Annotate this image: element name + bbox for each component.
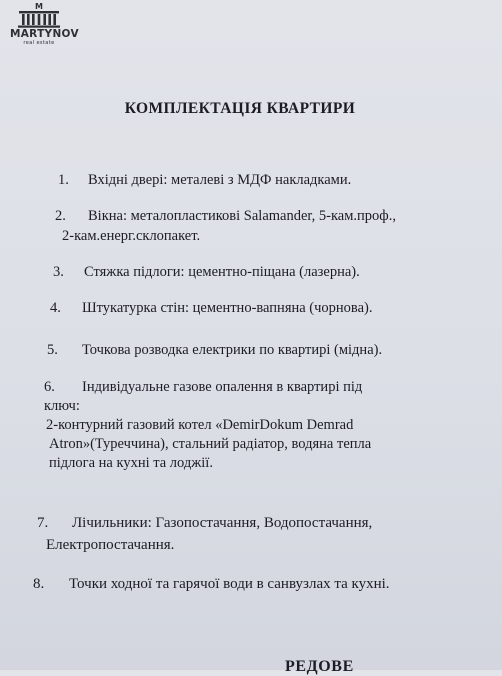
document-title: КОМПЛЕКТАЦІЯ КВАРТИРИ (124, 100, 356, 117)
item-number: 4. (50, 300, 61, 316)
cut-off-heading: РЕДОВЕ (285, 658, 354, 675)
list-item (58, 170, 351, 190)
list-item (55, 206, 396, 246)
item-number: 7. (37, 515, 49, 531)
building-logo-icon (16, 2, 62, 28)
list-item (33, 574, 390, 594)
item-text-continued: 2-кам.енерг.склопакет. (62, 228, 201, 244)
item-text: Штукатурка стін: цементно-вапняна (чорнова). (82, 300, 373, 316)
item-number: 3. (53, 264, 64, 280)
item-text-continued: підлога на кухні та лоджії. (49, 455, 213, 471)
list-item (53, 262, 360, 282)
logo-name: MARTYNOV (10, 28, 79, 40)
item-text-continued: Atron»(Туреччина), стальний радіатор, водяна тепла (49, 436, 372, 452)
list-item (50, 298, 372, 318)
list-item (47, 340, 382, 360)
item-number: 6. (44, 379, 55, 395)
item-number: 5. (47, 342, 58, 358)
logo-letter: M (35, 2, 43, 11)
item-text: Лічильники: Газопостачання, Водопостачання, (72, 515, 373, 531)
item-text-continued: 2-контурний газовий котел «DemirDokum Demrad (46, 417, 354, 433)
item-number: 8. (33, 576, 45, 592)
item-number: 2. (55, 208, 66, 224)
item-text: Вхідні двері: металеві з МДФ накладками. (88, 172, 352, 188)
item-text: Точкова розводка електрики по квартирі (мідна). (82, 342, 383, 358)
item-text: Точки ходної та гарячої води в санвузлах та кухні. (69, 576, 390, 592)
list-item (37, 512, 372, 556)
item-text: Стяжка підлоги: цементно-піщана (лазерна). (84, 264, 360, 280)
item-text-continued: ключ: (44, 398, 80, 414)
company-logo (10, 2, 79, 46)
item-text: Індивідуальне газове опалення в квартирі під (82, 379, 363, 395)
item-number: 1. (58, 172, 69, 188)
item-text: Вікна: металопластикові Salamander, 5-кам.проф., (88, 208, 396, 224)
list-item (44, 378, 371, 473)
item-text-continued: Електропостачання. (46, 537, 175, 553)
logo-tagline: real estate (23, 40, 55, 46)
